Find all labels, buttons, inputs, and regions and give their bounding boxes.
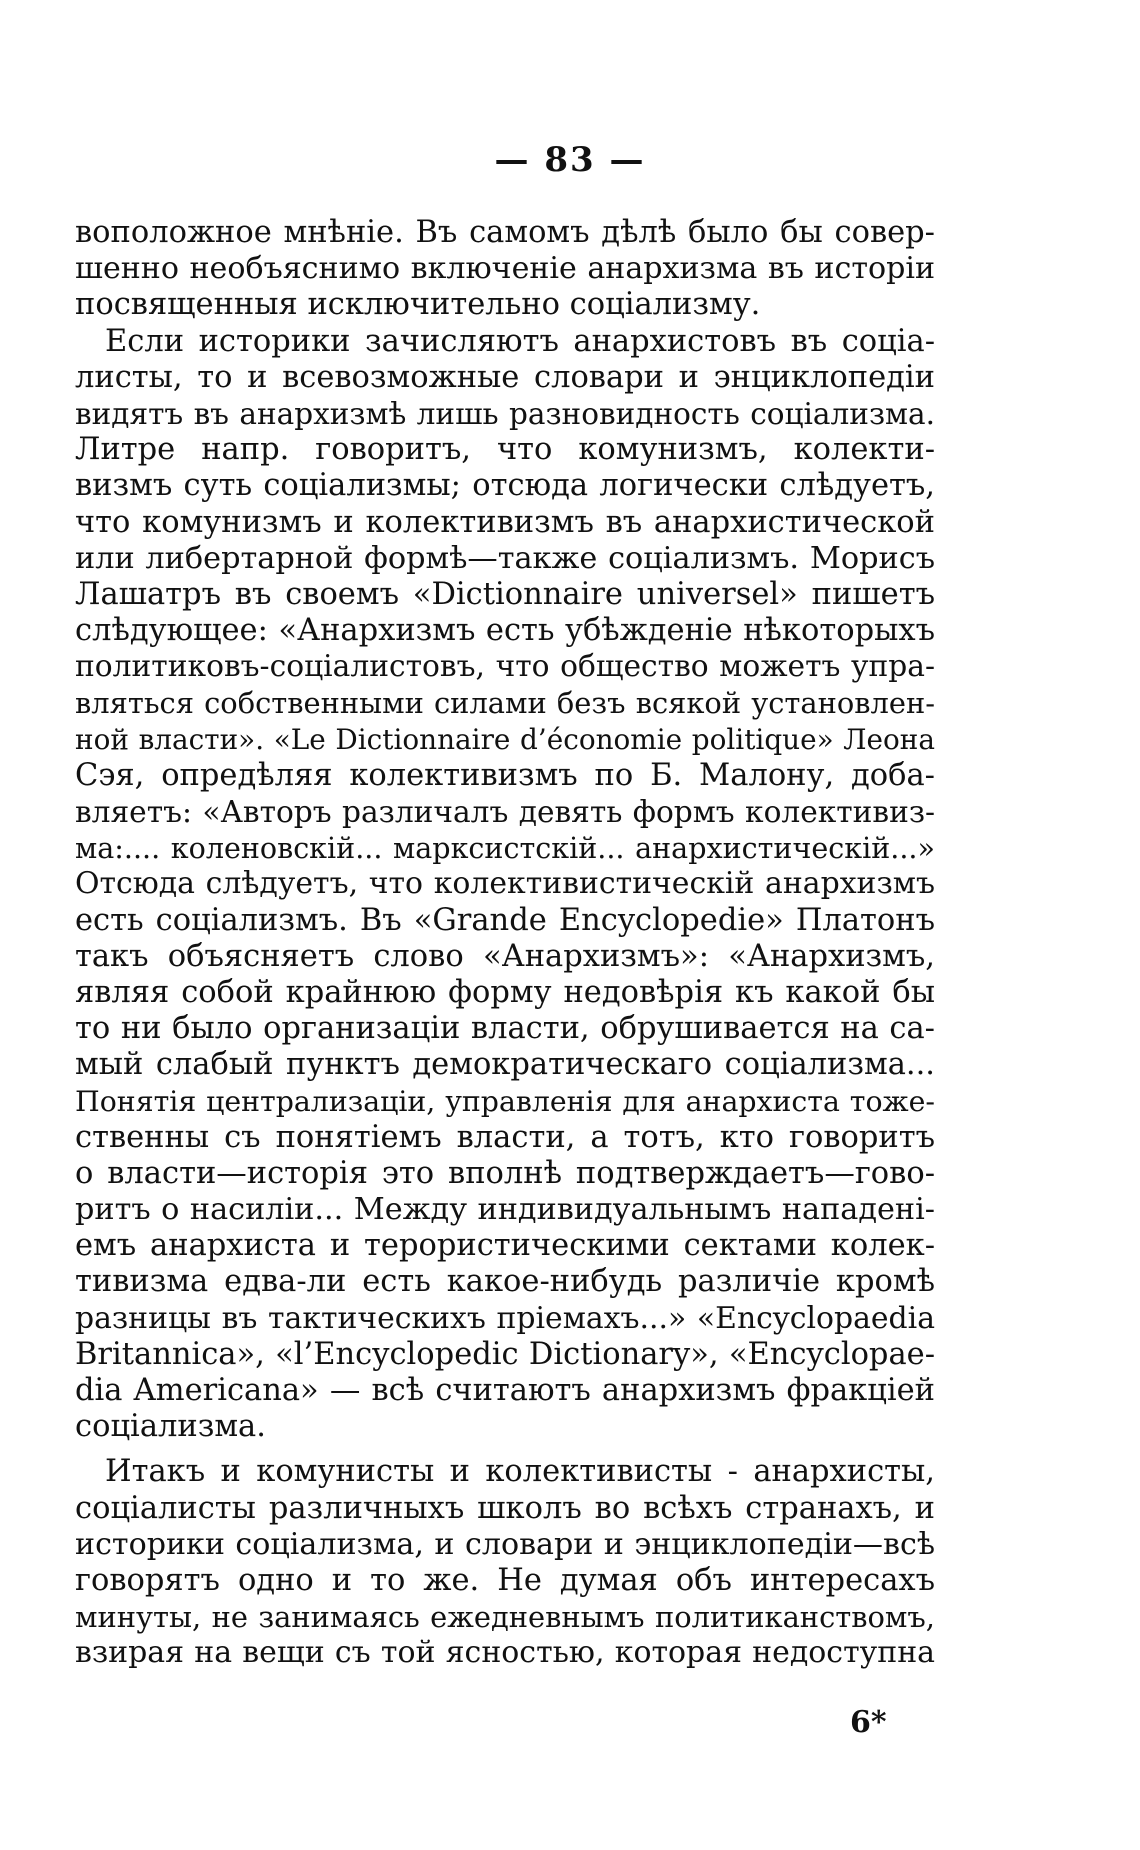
text-line: взирая на вещи съ той ясностью, которая недоступна: [75, 1635, 935, 1671]
text-line: ритъ о насиліи... Между индивидуальнымъ нападені-: [75, 1192, 935, 1228]
text-line: соціализма.: [75, 1409, 266, 1445]
text-line: вляться собственными силами безъ всякой установлен-: [75, 686, 935, 721]
text-line: Литре напр. говоритъ, что комунизмъ, колекти-: [75, 432, 935, 468]
text-line: то ни было организаціи власти, обрушивается на са-: [75, 1011, 935, 1047]
page-number: — 83 —: [494, 140, 646, 180]
text-line: слѣдующее: «Анархизмъ есть убѣжденіе нѣкоторыхъ: [75, 613, 935, 649]
text-line: говорятъ одно и то же. Не думая объ интересахъ: [75, 1562, 935, 1598]
text-line: Лашатръ въ своемъ «Dictionnaire universel» пишетъ: [75, 576, 935, 612]
text-line: тивизма едва-ли есть какое-нибудь различіе кромѣ: [75, 1264, 935, 1300]
text-line: ма:.... коленовскій... марксистскій... анархистическій...»: [75, 831, 935, 866]
text-line: политиковъ-соціалистовъ, что общество можетъ упра-: [75, 649, 935, 685]
text-line: историки соціализма, и словари и энциклопедіи—всѣ: [75, 1526, 935, 1562]
text-line: Сэя, опредѣляя колективизмъ по Б. Малону, доба-: [75, 757, 935, 793]
text-line: Если историки зачисляютъ анархистовъ въ соціа-: [105, 323, 935, 359]
paragraph-2: [75, 324, 935, 1446]
text-line: ной власти». «Le Dictionnaire d’économie politique» Леона: [75, 722, 935, 756]
text-line: видятъ въ анархизмѣ лишь разновидность соціализма.: [75, 396, 935, 431]
paragraph-1: [75, 215, 935, 324]
text-line: Britannica», «l’Encyclopedic Dictionary», «Encyclopae-: [75, 1336, 935, 1372]
text-line: соціалисты различныхъ школъ во всѣхъ странахъ, и: [75, 1490, 935, 1526]
text-line: визмъ суть соціализмы; отсюда логически слѣдуетъ,: [75, 468, 935, 504]
text-line: разницы въ тактическихъ пріемахъ...» «Encyclopaedia: [75, 1300, 935, 1336]
text-line: емъ анархиста и терористическими сектами колек-: [75, 1228, 935, 1264]
text-line: являя собой крайнюю форму недовѣрія къ какой бы: [75, 974, 935, 1010]
text-line: Понятія централизаціи, управленія для анархиста тоже-: [75, 1084, 935, 1118]
text-line: посвященныя исключительно соціализму.: [75, 287, 761, 323]
text-line: шенно необъяснимо включеніе анархизма въ исторіи: [75, 251, 935, 287]
text-line: ственны съ понятіемъ власти, а тотъ, кто говоритъ: [75, 1119, 935, 1155]
text-line: листы, то и всевозможные словари и энциклопедіи: [75, 359, 935, 395]
paragraph-3: [75, 1454, 935, 1671]
text-line: о власти—исторія это вполнѣ подтверждаетъ—гово-: [75, 1155, 935, 1191]
body-text: [75, 215, 935, 1672]
text-line: мый слабый пунктъ демократическаго соціализма...: [75, 1047, 935, 1083]
text-line: dia Americana» — всѣ считаютъ анархизмъ фракціей: [75, 1373, 935, 1408]
text-line: что комунизмъ и колективизмъ въ анархистической: [75, 504, 935, 540]
text-line: такъ объясняетъ слово «Анархизмъ»: «Анархизмъ,: [75, 938, 935, 974]
text-line: воположное мнѣніе. Въ самомъ дѣлѣ было бы совер-: [75, 215, 935, 250]
text-line: есть соціализмъ. Въ «Grande Encyclopedie» Платонъ: [75, 902, 935, 938]
text-line: Отсюда слѣдуетъ, что колективистическій анархизмъ: [75, 866, 935, 902]
text-line: Итакъ и комунисты и колективисты - анархисты,: [105, 1454, 935, 1490]
printer-signature-mark: 6*: [850, 1705, 887, 1740]
text-line: вляетъ: «Авторъ различалъ девять формъ колективиз-: [75, 794, 935, 829]
text-line: или либертарной формѣ—также соціализмъ. Морисъ: [75, 540, 935, 576]
text-line: минуты, не занимаясь ежедневнымъ политиканствомъ,: [75, 1600, 935, 1635]
